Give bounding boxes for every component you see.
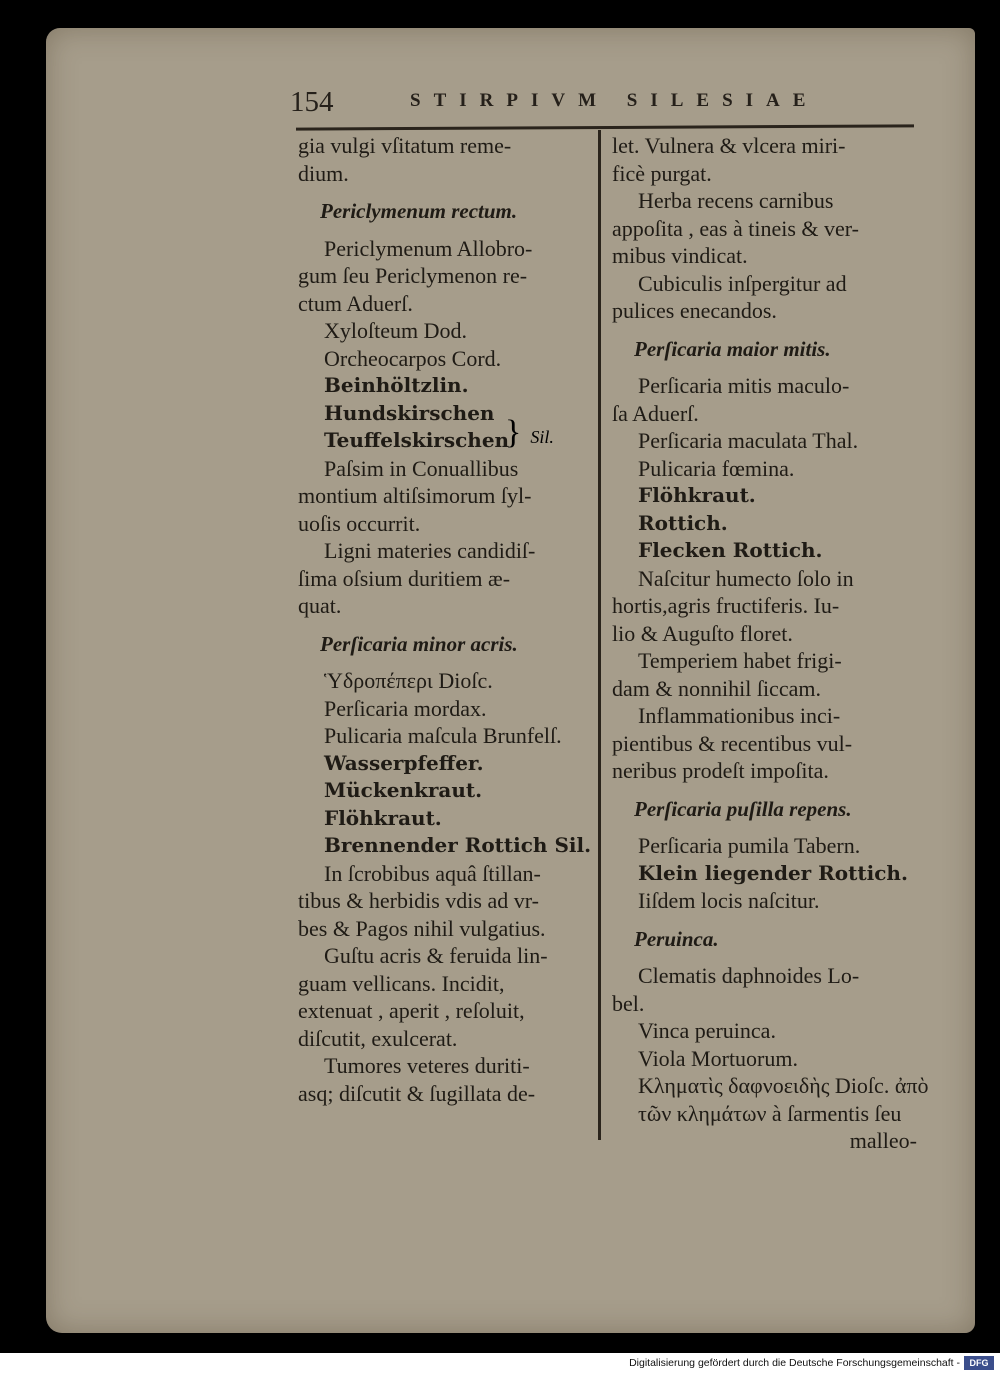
text-line: mibus vindicat.	[612, 243, 748, 268]
text-line: τῶν κλημάτων à ſarmentis ſeu	[638, 1100, 902, 1126]
text-line: Flöhkraut.	[638, 483, 756, 507]
text-line: Mückenkraut.	[324, 778, 483, 802]
footer-bar	[0, 1353, 1000, 1373]
dfg-logo: DFG	[964, 1356, 994, 1370]
text-line: ſa Aduerſ.	[612, 400, 699, 426]
text-line: Pulicaria fœmina.	[638, 455, 795, 481]
text-line: Rottich.	[638, 510, 728, 535]
text-line: Klein liegender Rottich.	[638, 860, 908, 885]
text-line: Perſicaria maculata Thal.	[638, 428, 859, 453]
text-line: Flecken Rottich.	[638, 538, 823, 562]
text-line: Flöhkraut.	[324, 805, 442, 830]
text-line: Perſicaria mitis maculo-	[638, 373, 850, 398]
text-line: malleo-	[849, 1128, 917, 1153]
text-line: Herba recens carnibus	[638, 188, 834, 213]
text-line: Teuffelskirschen	[324, 428, 510, 452]
right-column	[612, 132, 929, 1155]
text-line: Ligni materies candidiſ-	[324, 538, 536, 563]
text-line: guam vellicans. Incidit,	[298, 970, 505, 996]
text-line: ctum Aduerſ.	[298, 290, 413, 316]
text-line: neribus prodeſt impoſita.	[612, 758, 829, 783]
text-line: Ὑδροπέπερι Dioſc.	[324, 668, 493, 693]
text-line: Brennender Rottich Sil.	[324, 833, 592, 857]
running-title: STIRPIVM SILESIAE	[410, 90, 819, 111]
text-line: Tumores veteres duriti-	[324, 1053, 530, 1078]
text-line: Paſsim in Conuallibus	[324, 455, 519, 481]
text-line: asq; diſcutit & ſugillata de-	[298, 1080, 536, 1106]
text-line: Perſicaria pumila Tabern.	[638, 833, 861, 858]
text-line: Naſcitur humecto ſolo in	[638, 565, 854, 591]
column-divider	[598, 130, 601, 1140]
text-line: uoſis occurrit.	[298, 510, 421, 536]
text-line: Iiſdem locis naſcitur.	[638, 888, 820, 913]
text-line: bel.	[612, 990, 645, 1016]
text-line: Periclymenum Allobro-	[324, 235, 533, 261]
text-line: Cubiculis inſpergitur ad	[638, 270, 847, 296]
left-column	[298, 132, 598, 1107]
text-line: Perſicaria mordax.	[324, 695, 487, 721]
text-line: Xyloſteum Dod.	[324, 318, 467, 343]
text-line: Wasserpfeffer.	[324, 750, 484, 775]
page-number: 154	[290, 86, 334, 118]
text-line: Orcheocarpos Cord.	[324, 345, 502, 371]
brace-label: Sil.	[530, 427, 554, 447]
section-heading: Perſicaria puſilla repens.	[634, 796, 852, 821]
text-line: dium.	[298, 160, 349, 186]
text-line: lio & Auguſto floret.	[612, 620, 793, 646]
text-line: Pulicaria maſcula Brunfelſ.	[324, 723, 562, 748]
text-line: Κληματὶς δαφνοειδὴς Dioſc. ἀπὸ	[638, 1073, 929, 1098]
text-line: ficè purgat.	[612, 160, 712, 186]
text-line: pulices enecandos.	[612, 298, 777, 323]
text-line: dam & nonnihil ſiccam.	[612, 675, 821, 701]
text-line: quat.	[298, 593, 342, 618]
text-line: gia vulgi vſitatum reme-	[298, 133, 512, 158]
text-line: montium altiſsimorum ſyl-	[298, 483, 532, 508]
text-line: Beinhöltzlin.	[324, 373, 469, 397]
text-line: ſima oſsium duritiem æ-	[298, 565, 511, 591]
text-line: Vinca peruinca.	[638, 1018, 776, 1043]
text-line: appoſita , eas à tineis & ver-	[612, 215, 859, 241]
text-line: extenuat , aperit , reſoluit,	[298, 998, 525, 1023]
text-line: Temperiem habet frigi-	[638, 648, 842, 673]
text-line: pientibus & recentibus vul-	[612, 730, 853, 756]
text-line: bes & Pagos nihil vulgatius.	[298, 915, 546, 941]
brace-annotation: } Sil.	[505, 414, 554, 451]
text-line: Clematis daphnoides Lo-	[638, 963, 860, 988]
text-line: Viola Mortuorum.	[638, 1045, 798, 1071]
section-heading: Perſicaria minor acris.	[320, 631, 518, 656]
text-line: tibus & herbidis vdis ad vr-	[298, 888, 539, 913]
text-line: In ſcrobibus aquâ ſtillan-	[324, 860, 541, 886]
text-line: let. Vulnera & vlcera miri-	[612, 133, 846, 158]
text-line: diſcutit, exulcerat.	[298, 1025, 458, 1051]
text-line: hortis,agris fructiferis. Iu-	[612, 593, 840, 618]
section-heading: Peruinca.	[634, 926, 719, 951]
text-line: Guſtu acris & feruida lin-	[324, 943, 548, 968]
text-line: Inflammationibus inci-	[638, 703, 841, 728]
text-line: Hundskirschen	[324, 400, 495, 425]
section-heading: Periclymenum rectum.	[320, 199, 518, 223]
page-header	[290, 86, 930, 126]
footer-credit: Digitalisierung gefördert durch die Deutsche Forschungsgemeinschaft -	[629, 1357, 960, 1369]
text-line: gum ſeu Periclymenon re-	[298, 263, 528, 288]
section-heading: Perſicaria maior mitis.	[634, 336, 831, 361]
